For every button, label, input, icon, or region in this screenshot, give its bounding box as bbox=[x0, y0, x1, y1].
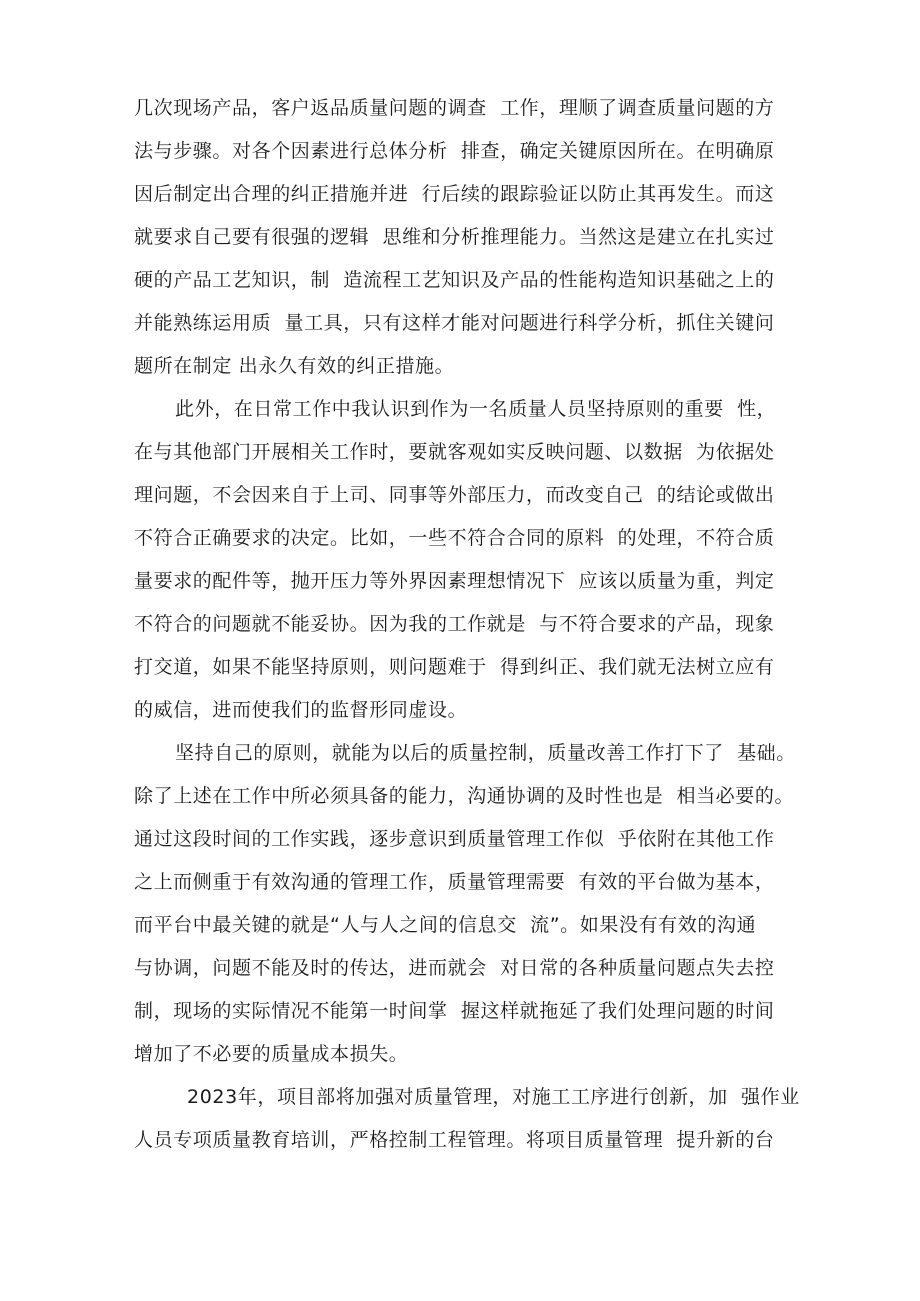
paragraph-3-line-7: 制，现场的实际情况不能第一时间掌 握这样就拖延了我们处理问题的时间 bbox=[134, 1000, 775, 1022]
paragraph-3-line-8: 增加了不必要的质量成本损失。 bbox=[134, 1043, 409, 1065]
paragraph-2-line-7: 打交道，如果不能坚持原则，则问题难于 得到纠正、我们就无法树立应有 bbox=[134, 656, 775, 678]
paragraph-3-line-6: 与协调，问题不能及时的传达，进而就会 对日常的各种质量问题点失去控 bbox=[134, 957, 775, 979]
paragraph-2-line-1: 此外，在日常工作中我认识到作为一名质量人员坚持原则的重要 性， bbox=[175, 398, 777, 420]
paragraph-2-line-2: 在与其他部门开展相关工作时，要就客观如实反映问题、以数据 为依据处 bbox=[134, 441, 775, 463]
paragraph-3-line-5: 而平台中最关键的就是“人与人之间的信息交 流”。如果没有有效的沟通 bbox=[134, 914, 757, 936]
paragraph-2-line-3: 理问题，不会因来自于上司、同事等外部压力，而改变自己 的结论或做出 bbox=[134, 484, 775, 506]
paragraph-1-line-7: 题所在制定 出永久有效的纠正措施。 bbox=[134, 355, 455, 377]
paragraph-1-line-4: 就要求自己要有很强的逻辑 思维和分析推理能力。当然这是建立在扎实过 bbox=[134, 226, 775, 248]
paragraph-2-line-4: 不符合正确要求的决定。比如，一些不符合合同的原料 的处理，不符合质 bbox=[134, 527, 775, 549]
paragraph-1-line-1: 几次现场产品，客户返品质量问题的调查 工作，理顺了调查质量问题的方 bbox=[134, 97, 775, 119]
paragraph-3-line-2: 除了上述在工作中所必须具备的能力，沟通协调的及时性也是 相当必要的。 bbox=[134, 785, 795, 807]
paragraph-1-line-6: 并能熟练运用质 量工具，只有这样才能对问题进行科学分析，抓住关键问 bbox=[134, 312, 775, 334]
paragraph-3-line-4: 之上而侧重于有效沟通的管理工作，质量管理需要 有效的平台做为基本， bbox=[134, 871, 775, 893]
paragraph-1-line-2: 法与步骤。对各个因素进行总体分析 排查，确定关键原因所在。在明确原 bbox=[134, 140, 775, 162]
paragraph-3-line-1: 坚持自己的原则，就能为以后的质量控制，质量改善工作打下了 基础。 bbox=[175, 742, 796, 764]
paragraph-2-line-8: 的威信，进而使我们的监督形同虚设。 bbox=[134, 699, 468, 721]
paragraph-4-line-2: 人员专项质量教育培训，严格控制工程管理。将项目质量管理 提升新的台 bbox=[134, 1129, 775, 1151]
paragraph-1-line-3: 因后制定出合理的纠正措施并进 行后续的跟踪验证以防止其再发生。而这 bbox=[134, 183, 775, 205]
paragraph-1-line-5: 硬的产品工艺知识，制 造流程工艺知识及产品的性能构造知识基础之上的 bbox=[134, 269, 775, 291]
paragraph-4-line-1: 2023年，项目部将加强对质量管理，对施工工序进行创新，加 强作业 bbox=[187, 1086, 800, 1108]
paragraph-2-line-5: 量要求的配件等，抛开压力等外界因素理想情况下 应该以质量为重，判定 bbox=[134, 570, 775, 592]
paragraph-3-line-3: 通过这段时间的工作实践，逐步意识到质量管理工作似 乎依附在其他工作 bbox=[134, 828, 775, 850]
paragraph-2-line-6: 不符合的问题就不能妥协。因为我的工作就是 与不符合要求的产品，现象 bbox=[134, 613, 775, 635]
